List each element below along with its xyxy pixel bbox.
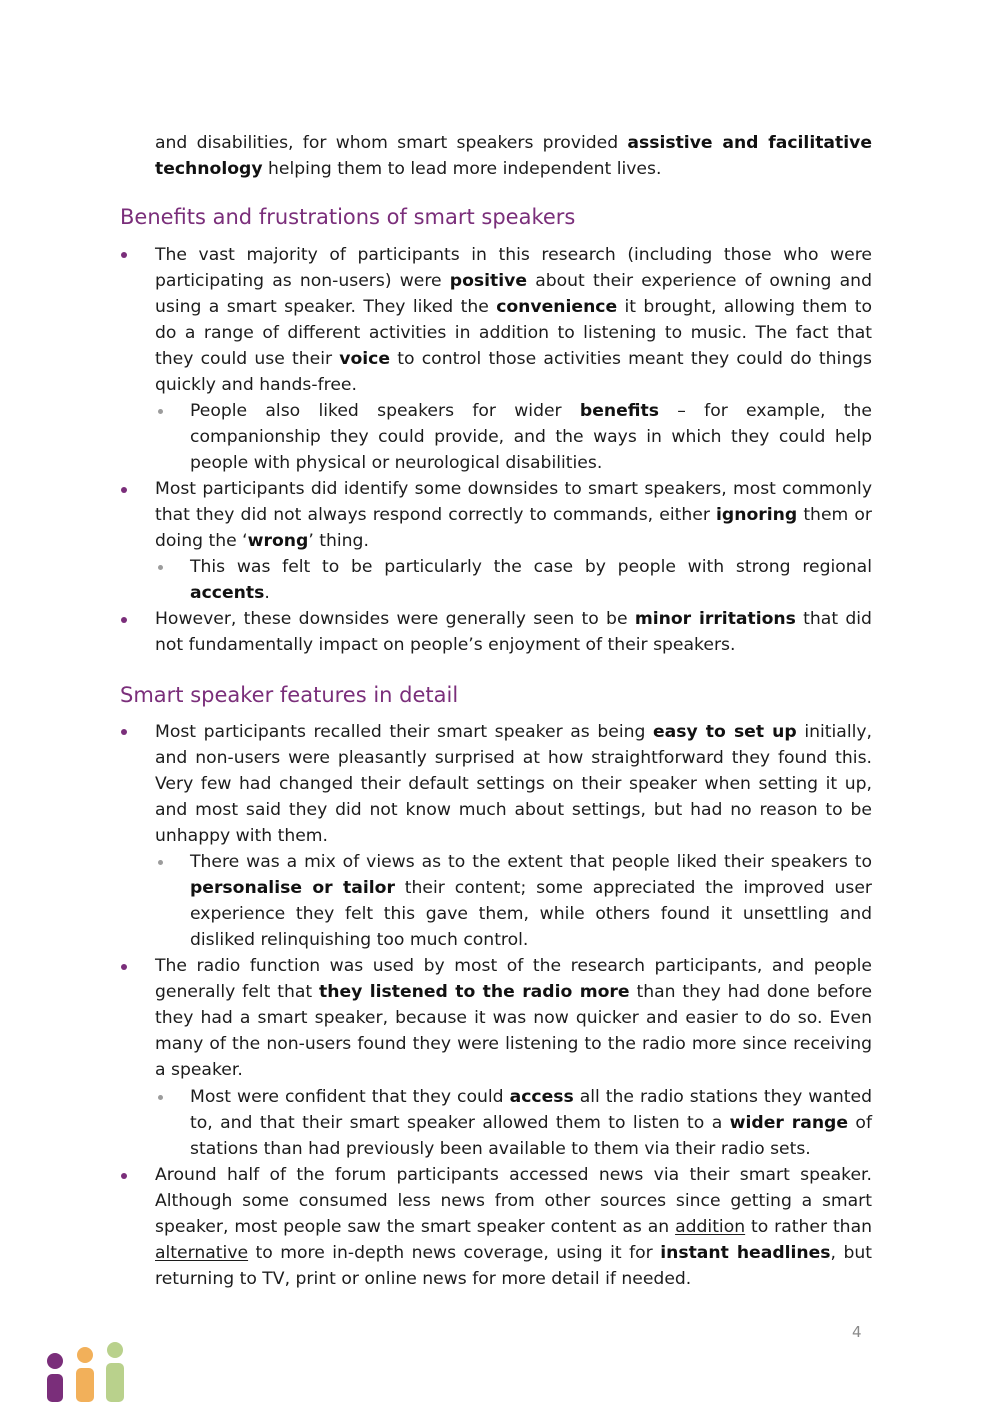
emphasis: ignoring (716, 505, 798, 525)
bullet-paragraph (155, 719, 872, 849)
text-run: Most were confident that they could (190, 1087, 510, 1107)
text-run: However, these downsides were generally seen to be (155, 609, 635, 629)
text-run: There was a mix of views as to the extent that people liked their speakers to (190, 852, 872, 872)
text-run: their content; some appreciated the improved user experience they felt this gave them, while others found it unsettling and disliked relinquishing too much control. (190, 878, 872, 950)
sub-bullet-paragraph (190, 554, 872, 606)
text-run: Most participants did identify some downsides to smart speakers, most commonly that they did not always respond correctly to commands, either (155, 479, 872, 525)
bullet-paragraph (155, 1162, 872, 1292)
section-heading-features: Smart speaker features in detail (120, 683, 459, 707)
sub-bullet-paragraph (190, 849, 872, 953)
emphasis: benefits (579, 401, 659, 421)
emphasis: minor irritations (634, 609, 796, 629)
text-run: The vast majority of participants in this research (including those who were participating as non-users) were (155, 245, 872, 291)
brand-logo-icon (44, 1340, 134, 1402)
underlined-text: alternative (155, 1243, 249, 1263)
bullet-icon (121, 1173, 127, 1179)
text-run: , but returning to TV, print or online news for more detail if needed. (155, 1243, 872, 1289)
underlined-text: addition (675, 1217, 746, 1237)
bullet-icon (121, 964, 127, 970)
text-run: to rather than (745, 1217, 873, 1237)
emphasis: easy to set up (653, 722, 797, 742)
intro-paragraph (155, 130, 872, 182)
text-run: than they had done before they had a smart speaker, because it was now quicker and easier to do so. Even many of the non-users found they were listening to the radio more since receiving a speaker. (155, 982, 873, 1080)
text-run: about their experience of owning and using a smart speaker. They liked the (155, 271, 872, 317)
text-run: This was felt to be particularly the case by people with strong regional (190, 557, 872, 577)
emphasis: wider range (729, 1113, 849, 1133)
emphasis: accents (190, 583, 265, 603)
text-run: . (264, 583, 270, 603)
sub-bullet-icon (158, 565, 163, 570)
sub-bullet-paragraph (190, 398, 872, 476)
bullet-icon (121, 617, 127, 623)
emphasis: wrong (247, 531, 309, 551)
logo-green-head (107, 1342, 123, 1358)
logo-orange-head (77, 1347, 93, 1363)
page-number: 4 (852, 1323, 862, 1341)
emphasis: personalise or tailor (190, 878, 395, 898)
section-heading-benefits: Benefits and frustrations of smart speakers (120, 205, 576, 229)
text-run: ’ thing. (308, 531, 369, 551)
bullet-icon (121, 252, 127, 258)
bullet-icon (121, 487, 127, 493)
bullet-paragraph (155, 606, 872, 658)
emphasis: access (509, 1087, 574, 1107)
text-run: to control those activities meant they could do things quickly and hands-free. (155, 349, 872, 395)
text-run: all the radio stations they wanted to, and that their smart speaker allowed them to listen to a (190, 1087, 872, 1133)
bullet-paragraph (155, 242, 872, 398)
text-run: initially, and non-users were pleasantly surprised at how straightforward they found this. Very few had changed their default settings on their speaker when setting it up, and most said they did not know much about settings, but had no reason to be unhappy with them. (155, 722, 873, 846)
emphasis: positive (449, 271, 527, 291)
sub-bullet-icon (158, 860, 163, 865)
text-run: – for example, the companionship they could provide, and the ways in which they could help people with physical or neurological disabilities. (190, 401, 872, 473)
emphasis: assistive and facilitative technology (155, 133, 872, 179)
text-run: helping them to lead more independent lives. (262, 159, 662, 179)
text-run: and disabilities, for whom smart speakers provided (155, 133, 628, 153)
logo-green-body (106, 1363, 124, 1402)
text-run: Most participants recalled their smart speaker as being (155, 722, 653, 742)
logo-purple-head (47, 1353, 63, 1369)
logo-orange-body (76, 1368, 94, 1402)
logo-purple-body (47, 1374, 63, 1402)
text-run: them or doing the ‘ (155, 505, 872, 551)
sub-bullet-paragraph (190, 1084, 872, 1162)
text-run: that did not fundamentally impact on people’s enjoyment of their speakers. (155, 609, 872, 655)
emphasis: convenience (496, 297, 618, 317)
sub-bullet-icon (158, 409, 163, 414)
emphasis: they listened to the radio more (319, 982, 630, 1002)
bullet-paragraph (155, 476, 872, 554)
text-run: it brought, allowing them to do a range of different activities in addition to listening to music. The fact that they could use their (155, 297, 872, 369)
sub-bullet-icon (158, 1095, 163, 1100)
bullet-icon (121, 729, 127, 735)
text-run: to more in-depth news coverage, using it for (248, 1243, 661, 1263)
emphasis: instant headlines (660, 1243, 831, 1263)
text-run: of stations than had previously been available to them via their radio sets. (190, 1113, 872, 1159)
text-run: The radio function was used by most of the research participants, and people generally felt that (155, 956, 872, 1002)
text-run: People also liked speakers for wider (190, 401, 580, 421)
emphasis: voice (339, 349, 391, 369)
bullet-paragraph (155, 953, 872, 1083)
text-run: Around half of the forum participants accessed news via their smart speaker. Although some consumed less news from other sources since getting a smart speaker, most people saw the smart speaker content as an (155, 1165, 872, 1237)
